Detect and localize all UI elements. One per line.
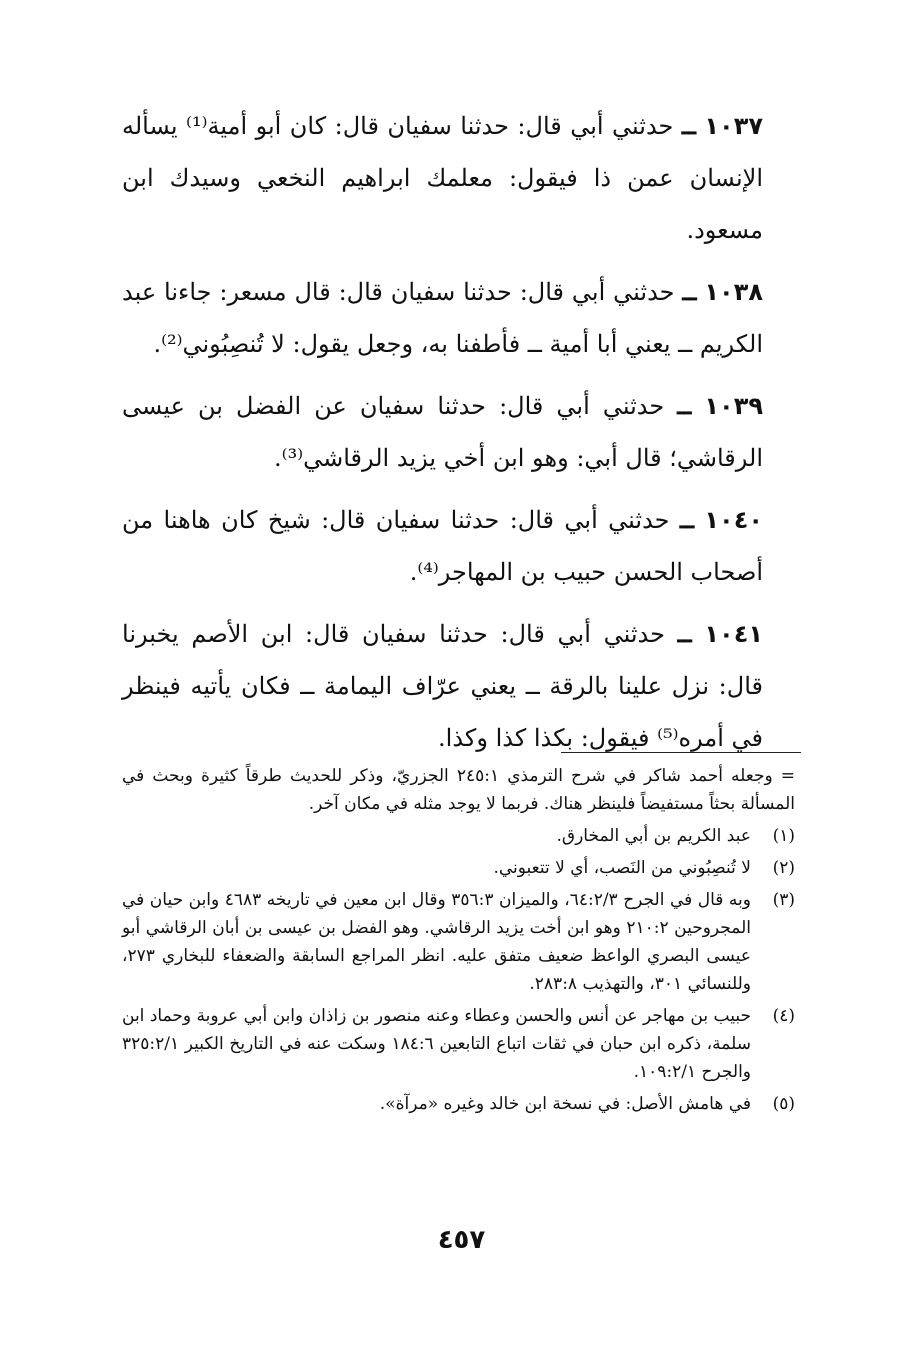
main-text (122, 100, 763, 774)
hadith-paragraph (122, 266, 763, 370)
footnote-text: عبد الكريم بن أبي المخارق. (556, 826, 751, 846)
hadith-number: ١٠٤٠ (704, 506, 763, 534)
footnote-text: لا تُنصِبُوني من النَصب، أي لا تتعبوني. (493, 858, 751, 878)
hadith-text: حدثني أبي قال: حدثنا سفيان عن الفضل بن عيسى الرقاشي؛ قال أبي: وهو ابن أخي يزيد الرقاشي⁽³⁾. (122, 392, 763, 472)
footnote-item (122, 822, 795, 850)
hadith-paragraph (122, 100, 763, 256)
footnote-item (122, 886, 795, 998)
hadith-paragraph (122, 608, 763, 764)
hadith-number: ١٠٣٨ (704, 278, 763, 306)
hadith-number: ١٠٣٧ (704, 112, 763, 140)
footnote-marker: (٤) (772, 1006, 795, 1026)
footnote-text: وبه قال في الجرح ٦٤:٢/٣، والميزان ٣٥٦:٣ وقال ابن معين في تاريخه ٤٦٨٣ وابن حيان في المجروحين ٢١٠:٢ وهو ابن أخت يزيد الرقاشي. وهو الفضل بن عيسى بن أبان الرقاشي أبو عيسى البصري الواعظ ضعيف متفق عليه. انظر المراجع السابقة والضعفاء للبخاري ٢٧٣، وللنسائي ٣٠١، والتهذيب ٢٨٣:٨. (122, 890, 751, 994)
footnote-text: في هامش الأصل: في نسخة ابن خالد وغيره «مرآة». (379, 1094, 751, 1114)
footnote-marker: (٢) (772, 858, 795, 878)
footnote-marker: (٣) (772, 890, 795, 910)
hadith-dash: ــ (677, 391, 692, 420)
hadith-dash: ــ (682, 277, 697, 306)
footnote-marker: (١) (772, 826, 795, 846)
hadith-dash: ــ (681, 111, 696, 140)
hadith-text: حدثني أبي قال: حدثنا سفيان قال: قال مسعر: جاءنا عبد الكريم ــ يعني أبا أمية ــ فأطفنا به، وجعل يقول: لا تُنصِبُوني⁽²⁾. (122, 278, 763, 358)
footnote-divider (561, 752, 801, 753)
hadith-text: حدثني أبي قال: حدثنا سفيان قال: شيخ كان هاهنا من أصحاب الحسن حبيب بن المهاجر⁽⁴⁾. (122, 506, 763, 586)
hadith-paragraph (122, 380, 763, 484)
hadith-paragraph (122, 494, 763, 598)
footnote-text: حبيب بن مهاجر عن أنس والحسن وعطاء وعنه منصور بن زاذان وابن أبي عروبة وحماد ابن سلمة، ذكره ابن حبان في ثقات اتباع التابعين ١٨٤:٦ وسكت عنه في التاريخ الكبير ٣٢٥:٢/١ والجرح ١٠٩:٢/١. (122, 1006, 751, 1082)
footnote-continuation: = وجعله أحمد شاكر في شرح الترمذي ٢٤٥:١ الجزريّ، وذكر للحديث طرقاً كثيرة وبحث في المسألة بحثاً مستفيضاً فلينظر هناك. فربما لا يوجد مثله في مكان آخر. (122, 766, 795, 814)
hadith-number: ١٠٤١ (704, 620, 763, 648)
hadith-number: ١٠٣٩ (704, 392, 763, 420)
footnote-item (122, 854, 795, 882)
hadith-text: حدثني أبي قال: حدثنا سفيان قال: كان أبو أمية⁽¹⁾ يسأله الإنسان عمن ذا فيقول: معلمك ابراهيم النخعي وسيدك ابن مسعود. (122, 112, 763, 244)
hadith-text: حدثني أبي قال: حدثنا سفيان قال: ابن الأصم يخبرنا قال: نزل علينا بالرقة ــ يعني عرّاف اليمامة ــ فكان يأتيه فينظر في أمره⁽⁵⁾ فيقول: بكذا كذا وكذا. (122, 620, 763, 752)
hadith-dash: ــ (677, 619, 692, 648)
hadith-dash: ــ (679, 505, 694, 534)
footnotes-section (122, 762, 795, 1122)
page-number: ٤٥٧ (437, 1225, 486, 1255)
footnote-marker: (٥) (772, 1094, 795, 1114)
footnote-item (122, 1090, 795, 1118)
footnote-item (122, 1002, 795, 1086)
